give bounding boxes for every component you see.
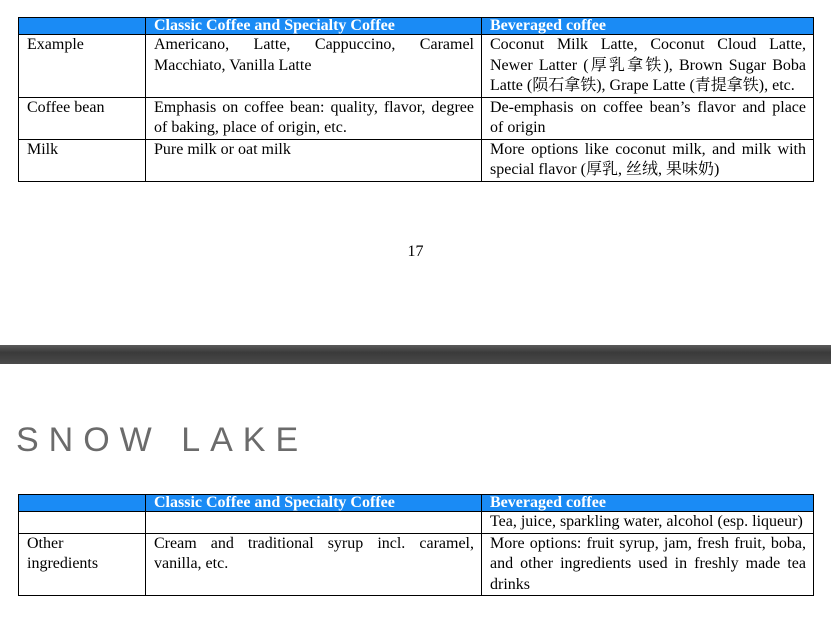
row-label: Example: [19, 35, 146, 98]
table-row-coffee-bean: [19, 97, 814, 139]
header-cell-beveraged: Beveraged coffee: [482, 495, 814, 512]
table-header-row: [19, 18, 814, 35]
classic-cell: [146, 512, 482, 534]
header-cell-beveraged: Beveraged coffee: [482, 18, 814, 35]
table-row-example: [19, 35, 814, 98]
beveraged-cell: Tea, juice, sparkling water, alcohol (esp. liqueur): [482, 512, 814, 534]
classic-cell: Americano, Latte, Cappuccino, Caramel Macchiato, Vanilla Latte: [146, 35, 482, 98]
table-row-milk: [19, 139, 814, 181]
classic-cell: Cream and traditional syrup incl. caramel, vanilla, etc.: [146, 533, 482, 596]
header-cell-category: [19, 495, 146, 512]
row-label: Other ingredients: [19, 533, 146, 596]
row-label: Coffee bean: [19, 97, 146, 139]
header-cell-category: [19, 18, 146, 35]
table-row-other-ingredients: [19, 533, 814, 596]
beveraged-cell: More options like coconut milk, and milk with special flavor (厚乳, 丝绒, 果味奶): [482, 139, 814, 181]
beveraged-cell: More options: fruit syrup, jam, fresh fruit, boba, and other ingredients used in freshly made tea drinks: [482, 533, 814, 596]
row-label: [19, 512, 146, 534]
comparison-table-lower: [18, 494, 814, 596]
brand-header: SNOW LAKE: [16, 421, 309, 459]
beveraged-cell: De-emphasis on coffee bean’s flavor and place of origin: [482, 97, 814, 139]
classic-cell: Pure milk or oat milk: [146, 139, 482, 181]
comparison-table-upper: [18, 17, 814, 182]
beveraged-cell: Coconut Milk Latte, Coconut Cloud Latte, Newer Latter (厚乳拿铁), Brown Sugar Boba Latte (陨石拿铁), Grape Latte (青提拿铁), etc.: [482, 35, 814, 98]
table-row-additions: [19, 512, 814, 534]
header-cell-classic: Classic Coffee and Specialty Coffee: [146, 18, 482, 35]
classic-cell: Emphasis on coffee bean: quality, flavor, degree of baking, place of origin, etc.: [146, 97, 482, 139]
row-label: Milk: [19, 139, 146, 181]
page-divider: [0, 345, 831, 364]
header-cell-classic: Classic Coffee and Specialty Coffee: [146, 495, 482, 512]
page-number: 17: [407, 243, 424, 260]
table-header-row: [19, 495, 814, 512]
